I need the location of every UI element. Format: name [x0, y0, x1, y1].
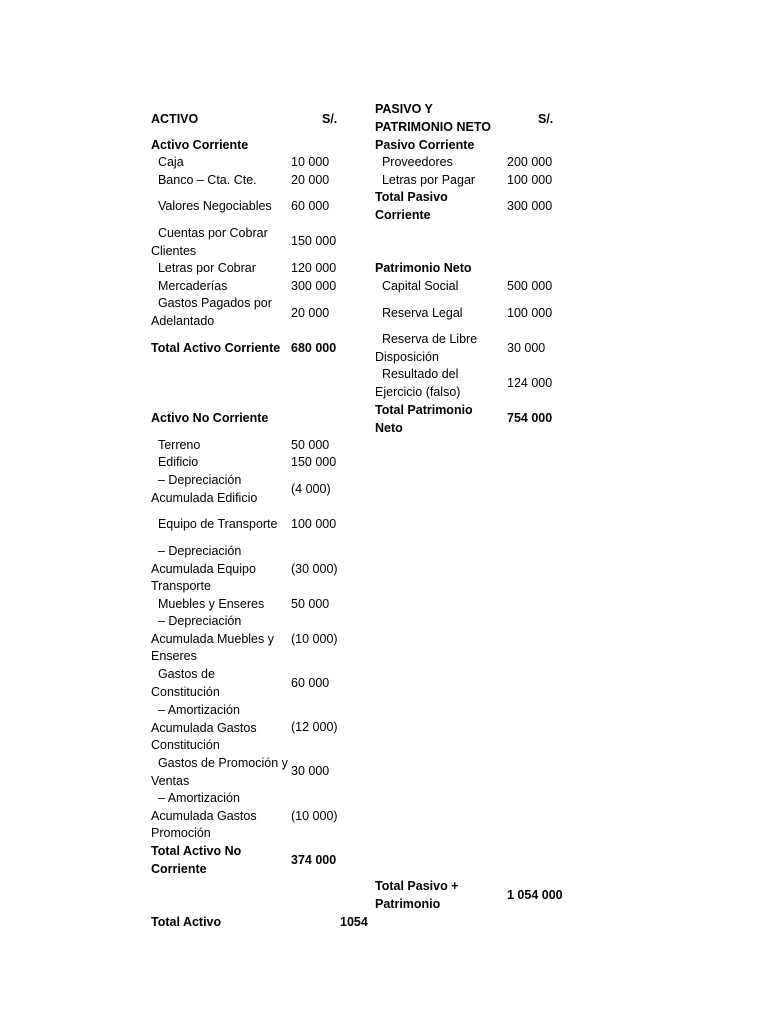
pasivo-currency-header: S/.	[538, 112, 554, 126]
total-pasivo-corriente-label: Total Pasivo Corriente	[375, 190, 448, 222]
pasivo-item-value: 100 000	[507, 173, 553, 187]
activo-item-label: Banco – Cta. Cte.	[157, 173, 257, 187]
pasivo-item-value: 200 000	[507, 155, 553, 169]
activo-item-label: Mercaderías	[157, 279, 228, 293]
patrimonio-item-label: Reserva Legal	[381, 306, 463, 320]
activo-item-value: 20 000	[291, 173, 330, 187]
total-patrimonio-neto-value: 754 000	[507, 411, 553, 425]
activo-item-label: Letras por Cobrar	[157, 261, 256, 275]
activo-item-value: 300 000	[291, 279, 337, 293]
activo-nc-item-value: (10 000)	[291, 809, 338, 823]
total-activo-corriente-label: Total Activo Corriente	[151, 341, 281, 355]
activo-nc-item-label: Gastos de Constitución	[151, 667, 220, 699]
activo-nc-item-label: – Depreciación Acumulada Equipo Transporte	[151, 544, 256, 593]
activo-nc-item-value: 50 000	[291, 438, 330, 452]
activo-nc-item-label: – Amortización Acumulada Gastos Constitución	[151, 703, 257, 752]
activo-item-value: 150 000	[291, 234, 337, 248]
patrimonio-item-label: Resultado del Ejercicio (falso)	[375, 367, 461, 399]
activo-item-value: 10 000	[291, 155, 330, 169]
activo-nc-item-label: Equipo de Transporte	[157, 517, 278, 531]
total-pasivo-patrimonio-label: Total Pasivo + Patrimonio	[375, 879, 459, 911]
activo-nc-item-label: – Depreciación Acumulada Edificio	[151, 473, 258, 505]
activo-item-value: 120 000	[291, 261, 337, 275]
activo-nc-item-label: Terreno	[157, 438, 201, 452]
activo-nc-item-value: (30 000)	[291, 562, 338, 576]
activo-currency-header: S/.	[322, 112, 338, 126]
total-pasivo-patrimonio-value: 1 054 000	[507, 888, 563, 902]
activo-nc-item-label: Muebles y Enseres	[157, 597, 265, 611]
activo-no-corriente-title: Activo No Corriente	[151, 411, 269, 425]
activo-item-value: 60 000	[291, 199, 330, 213]
activo-item-value: 20 000	[291, 306, 330, 320]
total-activo-label: Total Activo	[151, 915, 222, 929]
activo-nc-item-value: (12 000)	[291, 720, 338, 734]
activo-nc-item-value: 150 000	[291, 455, 337, 469]
total-activo-no-corriente-label: Total Activo No Corriente	[151, 844, 242, 876]
activo-nc-item-value: 30 000	[291, 764, 330, 778]
activo-nc-item-label: – Amortización Acumulada Gastos Promoción	[151, 791, 257, 840]
activo-item-label: Gastos Pagados por Adelantado	[151, 296, 272, 328]
total-activo-corriente-value: 680 000	[291, 341, 337, 355]
total-patrimonio-neto-label: Total Patrimonio Neto	[375, 403, 473, 435]
patrimonio-item-value: 124 000	[507, 376, 553, 390]
total-activo-no-corriente-value: 374 000	[291, 853, 337, 867]
pasivo-corriente-title: Pasivo Corriente	[375, 138, 475, 152]
activo-header: ACTIVO	[151, 112, 199, 126]
activo-nc-item-value: 60 000	[291, 676, 330, 690]
activo-nc-item-label: Edificio	[157, 455, 199, 469]
pasivo-header: PASIVO Y PATRIMONIO NETO	[375, 102, 491, 134]
activo-nc-item-value: (10 000)	[291, 632, 338, 646]
total-pasivo-corriente-value: 300 000	[507, 199, 553, 213]
activo-nc-item-value: 100 000	[291, 517, 337, 531]
pasivo-item-label: Proveedores	[381, 155, 453, 169]
activo-nc-item-value: 50 000	[291, 597, 330, 611]
patrimonio-item-value: 500 000	[507, 279, 553, 293]
activo-nc-item-label: – Depreciación Acumulada Muebles y Enseres	[151, 614, 274, 663]
patrimonio-neto-title: Patrimonio Neto	[375, 261, 472, 275]
patrimonio-item-label: Reserva de Libre Disposición	[375, 332, 478, 364]
activo-nc-item-value: (4 000)	[291, 482, 331, 496]
patrimonio-item-value: 100 000	[507, 306, 553, 320]
activo-item-label: Valores Negociables	[157, 199, 272, 213]
activo-corriente-title: Activo Corriente	[151, 138, 249, 152]
patrimonio-item-label: Capital Social	[381, 279, 459, 293]
activo-nc-item-label: Gastos de Promoción y Ventas	[151, 756, 288, 788]
pasivo-item-label: Letras por Pagar	[381, 173, 476, 187]
total-activo-value: 1054	[340, 915, 368, 929]
activo-item-label: Cuentas por Cobrar Clientes	[151, 226, 268, 258]
patrimonio-item-value: 30 000	[507, 341, 546, 355]
activo-item-label: Caja	[157, 155, 184, 169]
